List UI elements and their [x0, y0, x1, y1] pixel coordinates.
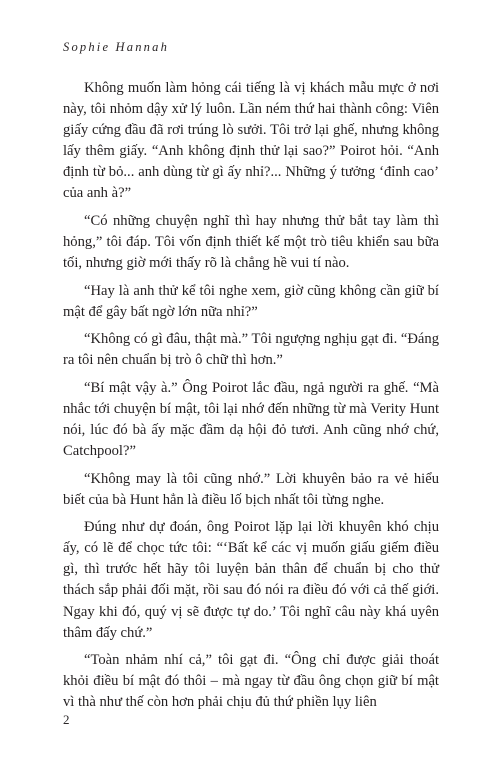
body-text: [63, 78, 439, 720]
paragraph: “Không may là tôi cũng nhớ.” Lời khuyên bảo ra vẻ hiểu biết của bà Hunt hẳn là điều lố bịch nhất tôi từng nghe.: [63, 470, 439, 508]
page-number: 2: [63, 712, 70, 727]
paragraph: “Bí mật vậy à.” Ông Poirot lắc đầu, ngả người ra ghế. “Mà nhắc tới chuyện bí mật, tôi lại nhớ đến những từ mà Verity Hunt nói, lúc đó bà ấy mặc đầm dạ hội đỏ tươi. Anh cũng nhớ chứ, Catchpool?”: [63, 379, 439, 460]
paragraph: “Toàn nhảm nhí cả,” tôi gạt đi. “Ông chỉ được giải thoát khỏi điều bí mật đó thôi – mà ngay từ đầu ông chọn giữ bí mật vì thà như thế còn hơn phải chịu đủ thứ phiền lụy liên: [63, 652, 439, 711]
paragraph: Đúng như dự đoán, ông Poirot lặp lại lời khuyên khó chịu ấy, có lẽ để chọc tức tôi: “‘Bất kể các vị muốn giấu giếm điều gì, thì trước hết hãy tôi luyện bản thân để chuẩn bị cho thử thách sắp phải đối mặt, rồi sau đó nói ra điều đó với cả thế giới. Ngay khi đó, quý vị sẽ được tự do.’ Tôi nghĩ câu này khá uyên thâm đấy chứ.”: [63, 519, 439, 641]
paragraph: “Hay là anh thử kể tôi nghe xem, giờ cũng không cần giữ bí mật để gây bất ngờ lớn nữa nhỉ?”: [63, 282, 439, 320]
paragraph: Không muốn làm hỏng cái tiếng là vị khách mẫu mực ở nơi này, tôi nhỏm dậy xử lý luôn. Lần ném thứ hai thành công: Viên giấy cứng đầu đã rơi trúng lò sưởi. Tôi trở lại ghế, nhưng không lấy thêm giấy. “Anh không định thử lại sao?” Poirot hỏi. “Anh định từ bỏ... anh dùng từ gì ấy nhỉ?... Những ý tưởng ‘đỉnh cao’ của anh à?”: [63, 80, 439, 202]
paragraph: “Có những chuyện nghĩ thì hay nhưng thử bắt tay làm thì hỏng,” tôi đáp. Tôi vốn định thiết kế một trò tiêu khiển sau bữa tối, nhưng giờ mới thấy rõ là chẳng hề vui tí nào.: [63, 212, 439, 272]
running-head-author: Sophie Hannah: [63, 40, 170, 54]
paragraph: “Không có gì đâu, thật mà.” Tôi ngượng nghịu gạt đi. “Đáng ra tôi nên chuẩn bị trò ô chữ thì hơn.”: [63, 331, 439, 369]
